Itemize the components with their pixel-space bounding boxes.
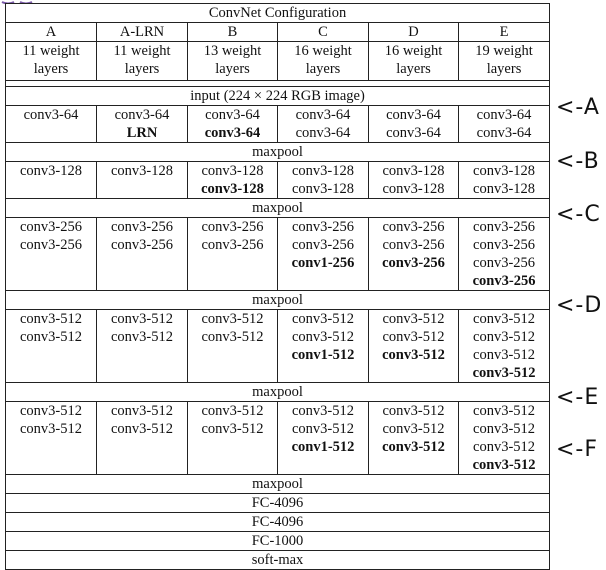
arrow-marker-label: <-B <box>556 149 600 174</box>
arrow-marker-label: <-E <box>556 385 600 410</box>
layer-entry: conv3-128 <box>201 181 264 197</box>
column-header-layers <box>459 42 550 81</box>
layer-entry: conv3-512 <box>382 439 445 455</box>
layer-entry: conv3-512 <box>473 439 536 455</box>
maxpool-row: maxpool <box>6 291 550 310</box>
layer-entry: conv3-128 <box>110 163 173 179</box>
layer-entry: conv3-512 <box>19 421 82 437</box>
layer-entry: conv3-512 <box>473 421 536 437</box>
layer-cell <box>369 218 459 291</box>
layer-entry: conv3-256 <box>472 273 536 289</box>
arrow-marker-label: <-F <box>556 437 599 462</box>
layer-entry: conv3-512 <box>473 311 536 327</box>
layer-entry: conv3-64 <box>114 107 170 123</box>
fc-row: FC-1000 <box>6 532 550 551</box>
layer-entry: conv3-512 <box>110 403 173 419</box>
layer-entry: conv3-512 <box>473 347 536 363</box>
layer-entry: conv3-512 <box>201 311 264 327</box>
layer-entry: conv3-256 <box>201 237 264 253</box>
layers-text: layers <box>124 61 160 77</box>
layer-entry: conv3-512 <box>291 329 354 345</box>
layer-entry: conv3-512 <box>291 311 354 327</box>
layer-cell <box>97 218 188 291</box>
layer-entry: conv3-512 <box>110 421 173 437</box>
layer-entry: conv3-128 <box>291 163 354 179</box>
layer-entry: conv3-256 <box>473 255 536 271</box>
layer-cell <box>6 402 97 475</box>
layer-entry: conv3-512 <box>473 329 536 345</box>
layer-entry: conv3-512 <box>473 403 536 419</box>
table-title: ConvNet Configuration <box>6 4 550 23</box>
layer-entry: conv3-256 <box>382 219 445 235</box>
layer-cell <box>459 106 550 143</box>
column-header-layers <box>188 42 278 81</box>
layer-entry: conv3-512 <box>110 311 173 327</box>
layer-cell <box>459 402 550 475</box>
layer-entry: conv3-512 <box>19 311 82 327</box>
layer-entry: conv3-256 <box>473 237 536 253</box>
layer-entry: conv3-512 <box>291 403 354 419</box>
arrow-marker-label: <-D <box>556 293 603 318</box>
layer-entry: conv3-64 <box>204 125 261 141</box>
layer-block-row <box>6 162 550 199</box>
softmax-row: soft-max <box>6 551 550 570</box>
layer-entry: conv3-64 <box>295 125 351 141</box>
column-header-layers <box>6 42 97 81</box>
layers-text: 16 weight <box>384 43 443 59</box>
layer-entry: conv3-512 <box>291 421 354 437</box>
maxpool-row: maxpool <box>6 475 550 494</box>
fc-row: FC-4096 <box>6 494 550 513</box>
column-header-layers <box>97 42 188 81</box>
layer-entry: conv1-512 <box>291 347 355 363</box>
convnet-configuration-table <box>5 3 550 570</box>
layer-entry: conv3-128 <box>382 163 445 179</box>
layer-entry: conv3-512 <box>382 311 445 327</box>
layer-entry: conv3-512 <box>201 421 264 437</box>
layer-cell <box>369 310 459 383</box>
layer-cell <box>188 162 278 199</box>
layer-entry: conv3-512 <box>201 403 264 419</box>
layer-entry: conv3-256 <box>291 219 354 235</box>
layer-cell <box>188 402 278 475</box>
fc-row: FC-4096 <box>6 513 550 532</box>
layer-entry: conv3-64 <box>23 107 79 123</box>
layer-entry: conv3-128 <box>473 163 536 179</box>
layer-entry: conv3-512 <box>382 421 445 437</box>
arrow-marker-label: <-A <box>556 95 600 120</box>
layer-cell <box>6 162 97 199</box>
layer-cell <box>6 310 97 383</box>
column-header-layers <box>369 42 459 81</box>
layer-entry: conv3-512 <box>19 329 82 345</box>
layer-entry: conv3-128 <box>201 163 264 179</box>
layers-text: layers <box>215 61 250 77</box>
column-header-letter: E <box>459 23 550 42</box>
layers-text: 16 weight <box>294 43 352 59</box>
layer-entry: conv3-64 <box>386 125 441 141</box>
column-header-layers <box>278 42 369 81</box>
layer-entry: conv3-512 <box>382 403 445 419</box>
layer-cell <box>188 106 278 143</box>
layer-cell <box>369 106 459 143</box>
layer-entry: conv3-256 <box>291 237 354 253</box>
layer-cell <box>6 106 97 143</box>
layer-entry: conv3-512 <box>382 329 445 345</box>
layers-text: 13 weight <box>203 43 262 59</box>
layer-entry: conv1-256 <box>291 255 355 271</box>
layer-block-row <box>6 106 550 143</box>
maxpool-row: maxpool <box>6 143 550 162</box>
layer-block-row <box>6 218 550 291</box>
layer-entry: conv3-512 <box>19 403 82 419</box>
layer-cell <box>459 218 550 291</box>
maxpool-row: maxpool <box>6 199 550 218</box>
layer-entry: conv3-256 <box>19 237 82 253</box>
layer-entry: conv3-128 <box>382 181 445 197</box>
layer-entry: conv3-512 <box>472 365 536 381</box>
layer-entry: conv3-256 <box>19 219 82 235</box>
layer-entry: conv3-512 <box>382 347 445 363</box>
layer-entry: conv3-256 <box>110 237 173 253</box>
layer-entry: conv3-64 <box>476 125 532 141</box>
arrow-marker-label: <-C <box>556 202 601 227</box>
column-header-letter: B <box>188 23 278 42</box>
layers-text: layers <box>305 61 341 77</box>
layer-entry: conv3-512 <box>110 329 173 345</box>
layer-cell <box>278 106 369 143</box>
layer-cell <box>278 162 369 199</box>
layer-entry: conv3-64 <box>476 107 532 123</box>
input-row: input (224 × 224 RGB image) <box>6 87 550 106</box>
layer-entry: conv3-256 <box>382 237 445 253</box>
layer-entry: conv3-256 <box>382 255 445 271</box>
column-header-letter: C <box>278 23 369 42</box>
layer-cell <box>6 218 97 291</box>
layers-text: layers <box>33 61 69 77</box>
layer-block-row <box>6 310 550 383</box>
layer-entry: LRN <box>126 125 158 141</box>
layer-entry: conv3-256 <box>110 219 173 235</box>
layer-cell <box>97 310 188 383</box>
layer-entry: conv3-512 <box>472 457 536 473</box>
column-header-letter: D <box>369 23 459 42</box>
layer-entry: conv3-64 <box>205 107 260 123</box>
layer-cell <box>97 402 188 475</box>
layers-text: layers <box>486 61 522 77</box>
layer-cell <box>97 106 188 143</box>
maxpool-row: maxpool <box>6 383 550 402</box>
layer-cell <box>97 162 188 199</box>
layer-entry: conv3-128 <box>291 181 354 197</box>
layer-cell <box>278 310 369 383</box>
layer-block-row <box>6 402 550 475</box>
layers-text: 19 weight <box>475 43 533 59</box>
layer-cell <box>369 162 459 199</box>
layer-cell <box>188 310 278 383</box>
layer-entry: conv3-128 <box>473 181 536 197</box>
column-header-letter: A-LRN <box>97 23 188 42</box>
layer-cell <box>278 218 369 291</box>
layer-entry: conv1-512 <box>291 439 355 455</box>
layers-text: 11 weight <box>22 43 80 59</box>
layer-entry: conv3-512 <box>201 329 264 345</box>
layer-entry: conv3-64 <box>386 107 441 123</box>
layer-entry: conv3-256 <box>473 219 536 235</box>
layer-cell <box>188 218 278 291</box>
layers-text: 11 weight <box>113 43 171 59</box>
layer-cell <box>278 402 369 475</box>
layer-entry: conv3-256 <box>201 219 264 235</box>
layer-entry: conv3-128 <box>19 163 82 179</box>
layers-text: layers <box>396 61 431 77</box>
layer-cell <box>459 310 550 383</box>
layer-entry: conv3-64 <box>295 107 351 123</box>
column-header-letter: A <box>6 23 97 42</box>
layer-cell <box>369 402 459 475</box>
layer-cell <box>459 162 550 199</box>
